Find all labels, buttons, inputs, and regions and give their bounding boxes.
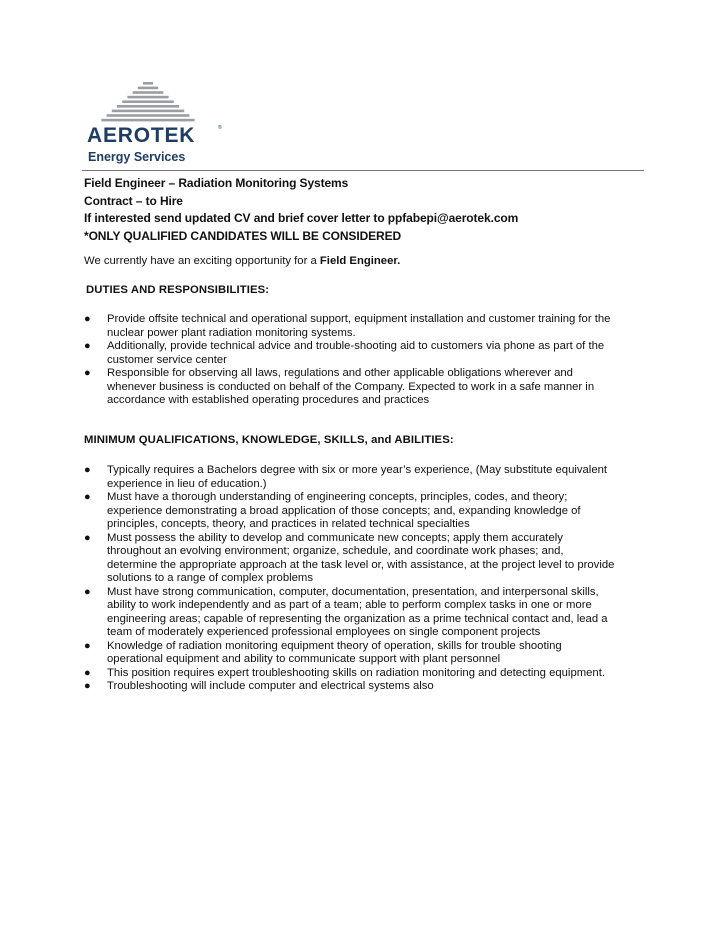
apply-instructions: If interested send updated CV and brief cover letter to ppfabepi@aerotek.com [84,211,519,225]
list-item-line: throughout an evolving environment; organize, schedule, and coordinate work phases; and, [107,545,564,557]
list-item-line: Responsible for observing all laws, regulations and other applicable obligations wherever and [107,367,573,379]
list-item [84,367,654,408]
list-item [84,680,654,694]
list-item-line: team of moderately experienced professional employees on single component projects [107,626,541,638]
logo-subtitle-text: Energy Services [88,150,186,164]
list-item [84,491,654,532]
qualifications-heading: MINIMUM QUALIFICATIONS, KNOWLEDGE, SKILLS, and ABILITIES: [84,434,454,446]
list-item [84,532,654,586]
list-item-line: accordance with established operating procedures and practices [107,394,430,406]
bullet-icon: ● [84,313,91,325]
qualified-notice: *ONLY QUALIFIED CANDIDATES WILL BE CONSIDERED [84,228,402,243]
list-item [84,586,654,640]
list-item-line: ability to work independently and as part of a team; able to perform complex tasks in one or more [107,599,592,611]
logo-registered-mark: ® [218,125,222,131]
bullet-icon: ● [84,585,91,598]
list-item-line: nuclear power plant radiation monitoring systems. [107,326,356,339]
logo-brand-text: AEROTEK [87,124,196,147]
list-item [84,640,654,667]
list-item-line: Additionally, provide technical advice and trouble-shooting aid to customers via phone as part of the [107,340,605,352]
aerotek-logo [84,78,234,170]
list-item-line: principles, concepts, theory, and practices in related technical specialties [107,518,470,530]
header-divider [82,170,644,171]
bullet-icon: ● [84,340,91,352]
list-item [84,340,654,367]
intro-emphasis: Field Engineer. [319,255,401,267]
bullet-icon: ● [84,464,91,476]
bullet-icon: ● [84,531,91,544]
list-item-line: solutions to a range of complex problems [107,572,313,584]
list-item-line: Must possess the ability to develop and communicate new concepts; apply them accurately [107,531,563,544]
list-item-line: whenever business is conducted on behalf of the Company. Expected to work in a safe manner in [107,380,595,393]
list-item [84,313,654,340]
aerotek-logo-graphic [84,78,234,170]
list-item [84,667,654,681]
bullet-icon: ● [84,666,91,679]
bullet-icon: ● [84,367,91,379]
bullet-icon: ● [84,639,91,652]
list-item-line: Knowledge of radiation monitoring equipment theory of operation, skills for trouble shooting [107,639,562,652]
pyramid-stripes-icon [101,82,194,121]
list-item-line: Troubleshooting will include computer and electrical systems also [107,680,434,692]
list-item-line: experience in lieu of education.) [107,477,267,490]
qualifications-list [84,464,654,694]
duties-heading: DUTIES AND RESPONSIBILITIES: [86,284,270,296]
list-item-line: Must have a thorough understanding of engineering concepts, principles, codes, and theory; [107,491,568,503]
list-item-line: determine the appropriate approach at the task level or, with assistance, at the project level to provide [107,558,615,571]
intro-paragraph [84,255,400,267]
bullet-icon: ● [84,680,91,692]
list-item-line: experience demonstrating a broad application of those concepts; and, expanding knowledge of [107,504,581,517]
list-item-line: operational equipment and ability to communicate support with plant personnel [107,653,501,665]
list-item-line: Provide offsite technical and operational support, equipment installation and customer training for the [107,313,611,325]
job-title: Field Engineer – Radiation Monitoring Systems [84,176,349,190]
list-item-line: Typically requires a Bachelors degree with six or more year’s experience, (May substitute equivalent [107,464,608,476]
list-item-line: Must have strong communication, computer, documentation, presentation, and interpersonal skills, [107,585,599,598]
contract-type: Contract – to Hire [84,193,183,208]
list-item-line: This position requires expert troubleshooting skills on radiation monitoring and detecting equipment. [107,666,605,679]
intro-text: We currently have an exciting opportunity for a [84,255,320,267]
job-headlines [84,175,654,245]
list-item [84,464,654,491]
list-item-line: customer service center [107,353,227,366]
list-item-line: engineering areas; capable of representing the organization as a prime technical contact and, lead a [107,612,608,625]
bullet-icon: ● [84,491,91,503]
duties-list [84,313,654,408]
